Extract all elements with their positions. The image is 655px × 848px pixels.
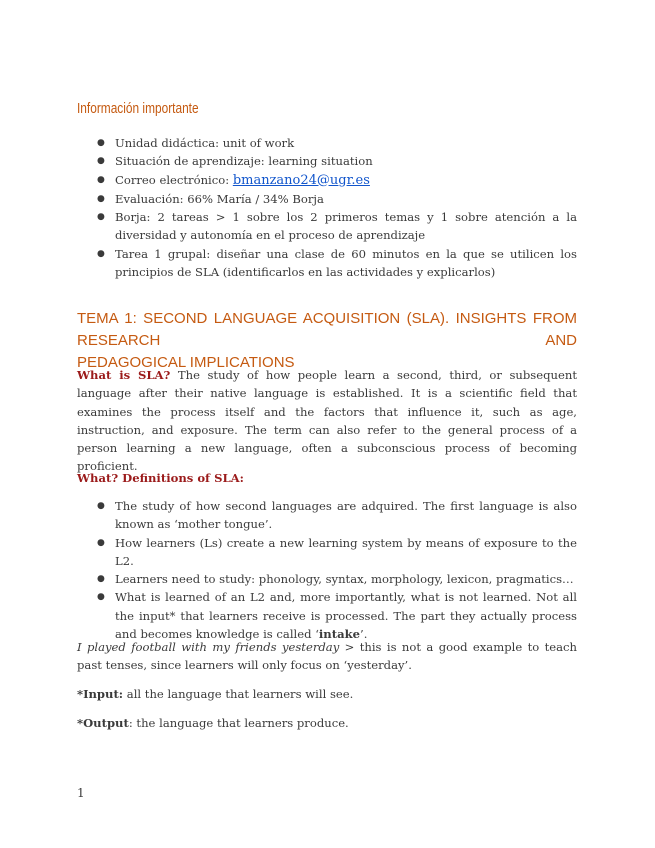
- bullet-icon: ●: [97, 156, 105, 167]
- tema-heading-line-2: PEDAGOGICAL IMPLICATIONS: [77, 354, 295, 371]
- what-is-sla-label: What is SLA?: [77, 368, 171, 382]
- list-item: ● How learners (Ls) create a new learning system by means of exposure to the L2.: [97, 535, 577, 568]
- list-item: ● Evaluación: 66% María / 34% Borja: [95, 190, 577, 208]
- list-item: ● What is learned of an L2 and, more importantly, what is not learned. Not all the input* that learners receive is processed. The part they actually process and becomes knowledge is called ‘intake’.: [97, 590, 577, 642]
- bullet-icon: ●: [97, 501, 105, 511]
- bullet-icon: ●: [97, 592, 105, 603]
- bullet-icon: ●: [97, 574, 105, 585]
- tema-heading-line-1: TEMA 1: SECOND LANGUAGE ACQUISITION (SLA). INSIGHTS FROM RESEARCH AND: [77, 310, 577, 349]
- bullet-icon: ●: [97, 248, 105, 259]
- section-heading-info: Información importante: [77, 101, 199, 117]
- bullet-icon: ●: [97, 174, 105, 185]
- example-sentence: I played football with my friends yesterday: [77, 640, 340, 654]
- section-heading-tema: [77, 308, 577, 374]
- bullet-icon: ●: [97, 212, 105, 223]
- input-definition: *Input: all the language that learners will see.: [77, 687, 354, 701]
- list-item: ● Borja: 2 tareas > 1 sobre los 2 primeros temas y 1 sobre atención a la diversidad y autonomía en el proceso de aprendizaje: [97, 210, 577, 243]
- bullet-icon: ●: [97, 193, 105, 204]
- list-item: ● The study of how second languages are adquired. The first language is also known as ‘mother tongue’.: [97, 499, 577, 532]
- info-list: [95, 134, 577, 281]
- bullet-icon: ●: [97, 537, 105, 548]
- list-item: ● Learners need to study: phonology, syntax, morphology, lexicon, pragmatics…: [95, 570, 577, 588]
- definitions-list: [95, 497, 577, 643]
- page-number: 1: [77, 786, 85, 800]
- email-link[interactable]: bmanzano24@ugr.es: [232, 172, 370, 188]
- what-is-sla-paragraph: What is SLA? The study of how people learn a second, third, or subsequent language after their native language is established. It is a scientific field that examines the process itself and the factors that influence it, such as age, instruction, and exposure. The term can also refer to the general process of a person learning a new language, often a subconscious process of becoming proficient.: [77, 368, 577, 474]
- example-paragraph: I played football with my friends yesterday > this is not a good example to teach past tenses, since learners will only focus on ‘yesterday’.: [77, 640, 577, 673]
- output-definition: *Output: the language that learners produce.: [77, 716, 349, 730]
- list-item: ● Tarea 1 grupal: diseñar una clase de 60 minutos en la que se utilicen los principios de SLA (identificarlos en las actividades y explicarlos): [97, 246, 577, 280]
- list-item: ● Correo electrónico: bmanzano24@ugr.es: [97, 172, 370, 188]
- bullet-icon: ●: [97, 138, 105, 148]
- definitions-label: What? Definitions of SLA:: [77, 471, 244, 485]
- list-item: ● Unidad didáctica: unit of work: [95, 134, 577, 152]
- list-item: ● Situación de aprendizaje: learning situation: [95, 152, 577, 170]
